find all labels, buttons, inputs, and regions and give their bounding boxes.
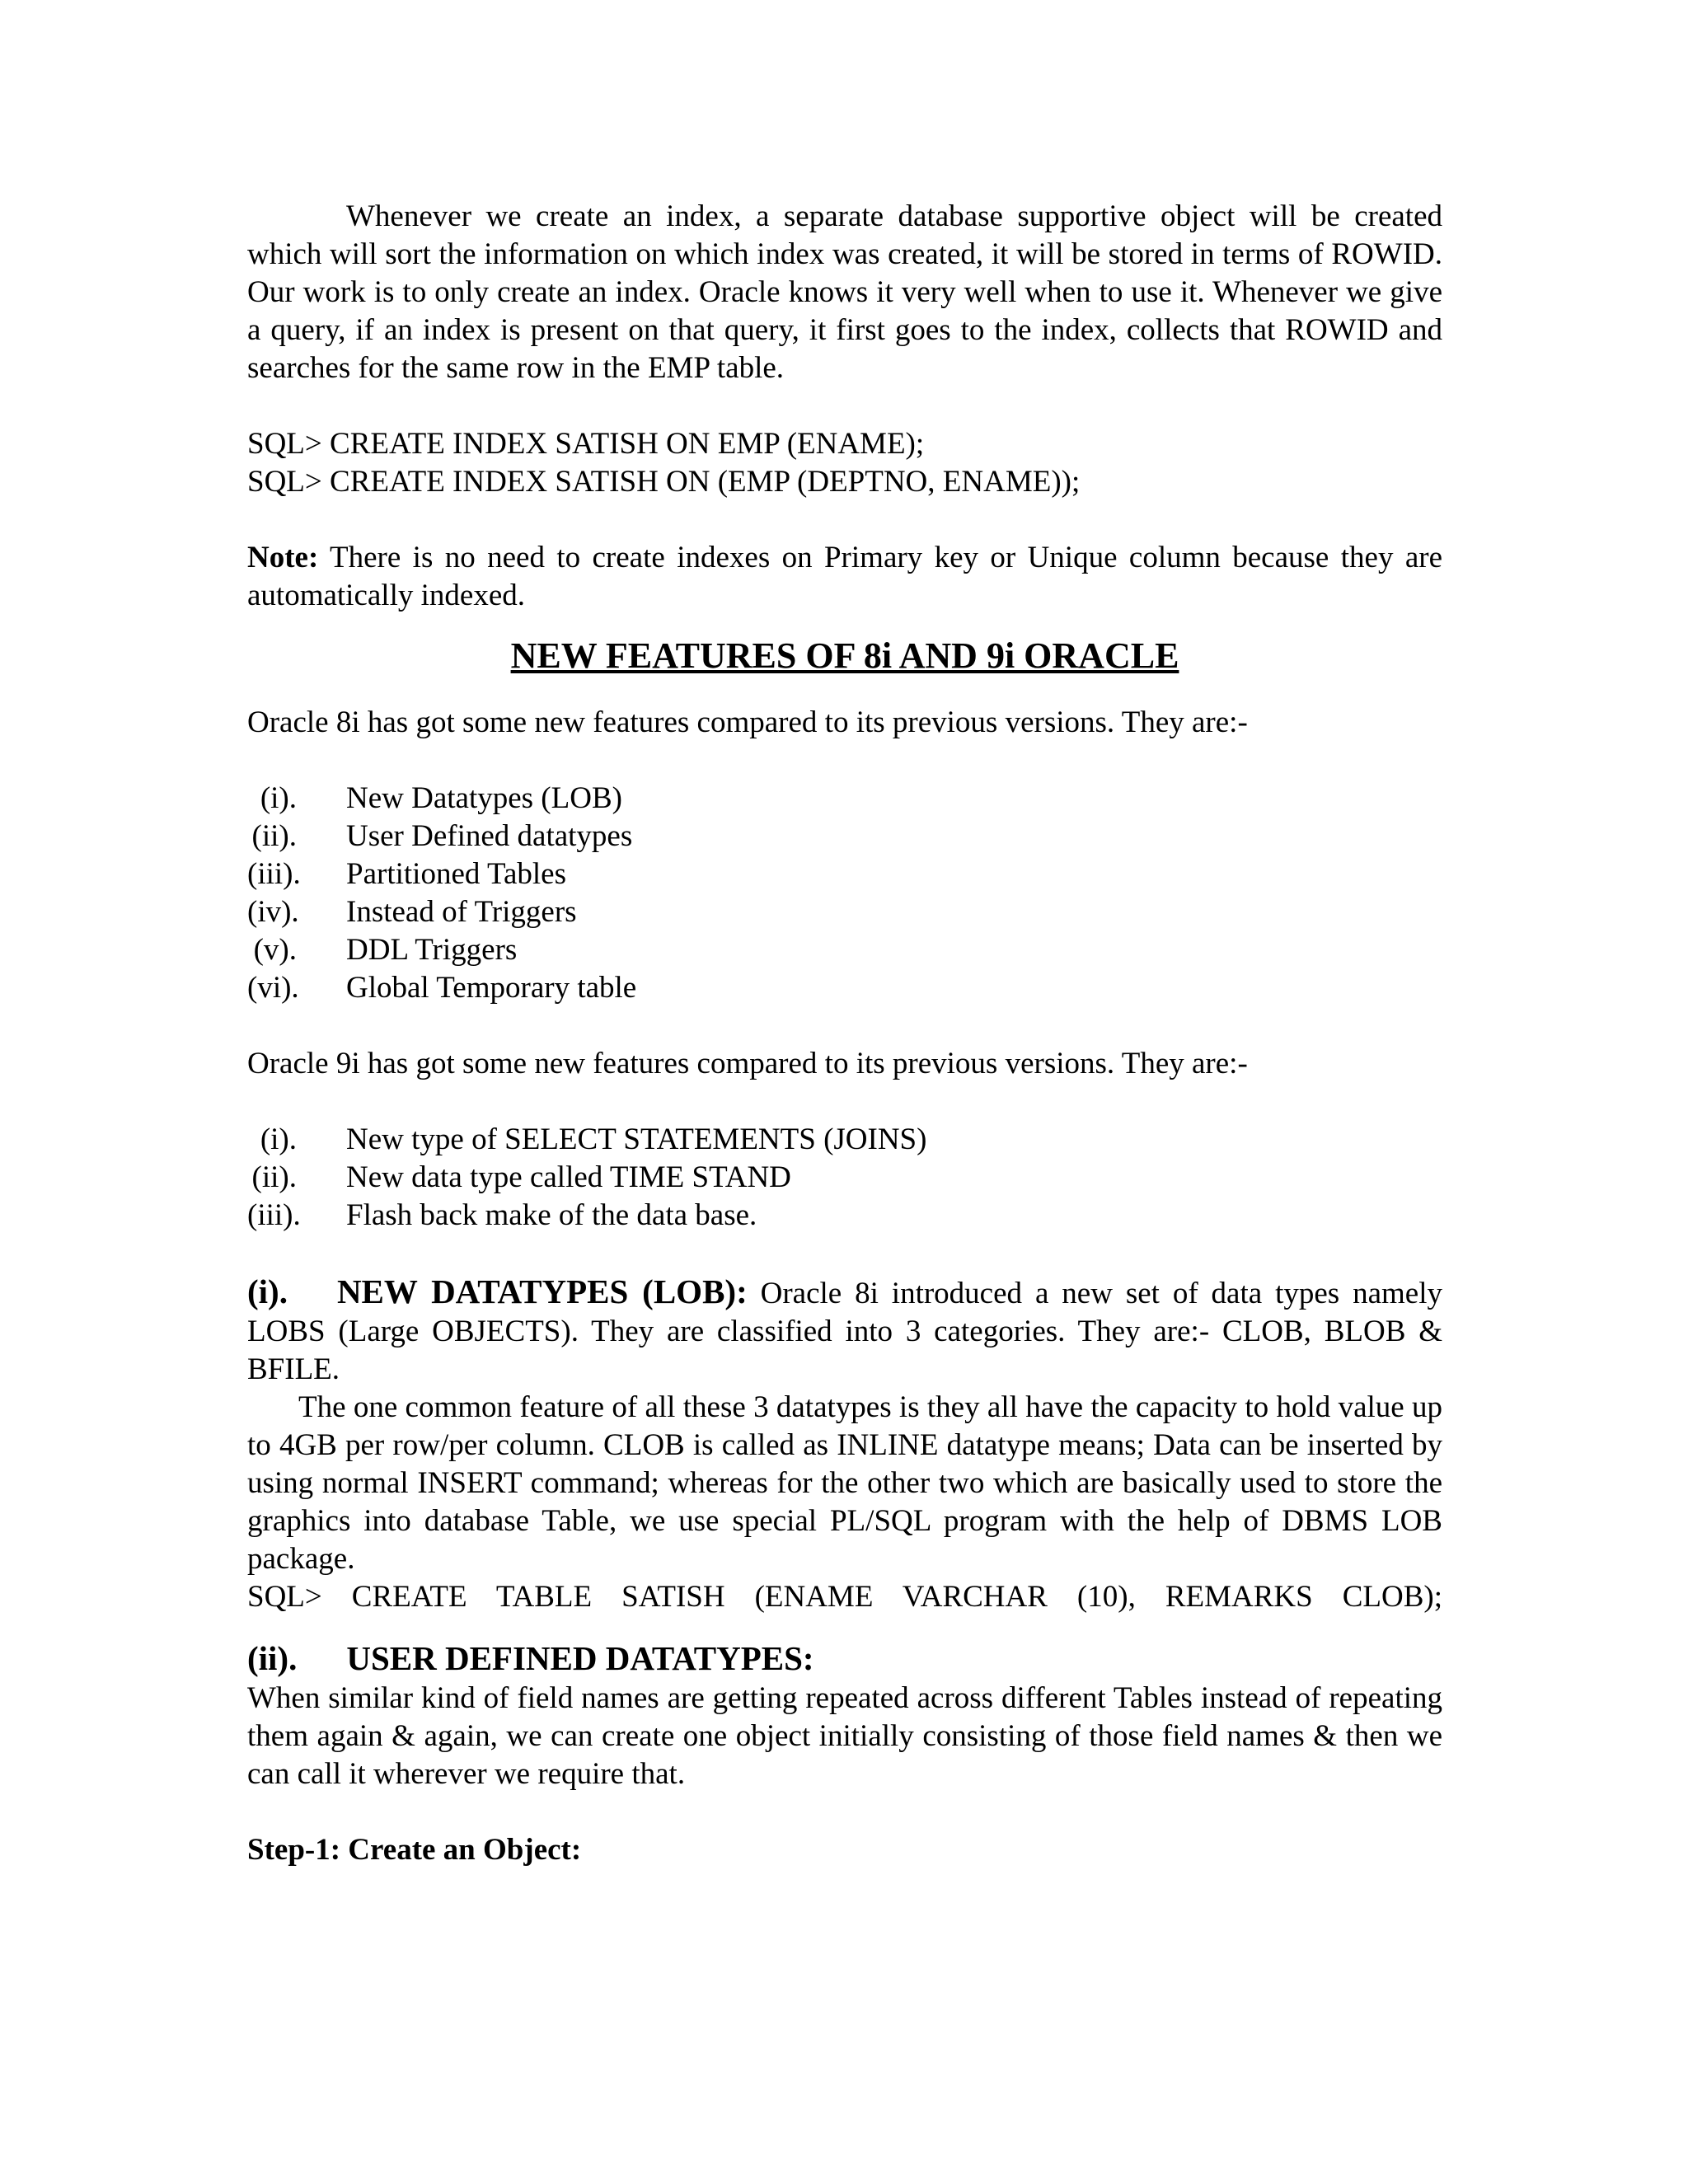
intro-paragraph: Whenever we create an index, a separate database supportive object will be created which will sort the information on which index was created, it will be stored in terms of ROWID. Our work is to only create an index. Oracle knows it very well when to use it. Whenever we give a query, if an index is present on that query, it first goes to the index, collects that ROWID and searches for the same row in the EMP table. — [247, 199, 1442, 385]
udt-section-body: When similar kind of field names are getting repeated across different Tables instead of repeating them again & again, we can create one object initially consisting of those field names & then we can call it wherever we require that. — [247, 1681, 1442, 1791]
oracle9i-intro: Oracle 9i has got some new features compared to its previous versions. They are:- — [247, 1047, 1248, 1080]
list-item — [247, 893, 1442, 931]
list-number: (iii). — [247, 857, 301, 891]
sql-create-index-1: SQL> CREATE INDEX SATISH ON EMP (ENAME); — [247, 427, 925, 461]
udt-section-heading — [247, 1639, 1442, 1680]
lob-section-intro — [247, 1272, 1442, 1389]
step-1-heading: Step-1: Create an Object: — [247, 1833, 582, 1867]
list-item — [247, 1197, 1442, 1235]
sql-create-table: SQL> CREATE TABLE SATISH (ENAME VARCHAR (10), REMARKS CLOB); — [247, 1580, 1442, 1614]
note-label: Note: — [247, 541, 319, 574]
list-item — [247, 969, 1442, 1007]
lob-section-title: NEW DATATYPES (LOB): — [336, 1272, 748, 1310]
lob-section-intro-text: Oracle 8i introduced a new set of data types namely LOBS (Large OBJECTS). They are classified into 3 categories. They are:- CLOB, BLOB & BFILE. — [247, 1277, 1442, 1386]
lob-section-number: (i). — [247, 1272, 288, 1310]
udt-section-title: USER DEFINED DATATYPES: — [346, 1639, 814, 1677]
oracle8i-feature-list — [247, 780, 1442, 1007]
list-text: User Defined datatypes — [346, 819, 633, 853]
oracle8i-intro: Oracle 8i has got some new features compared to its previous versions. They are:- — [247, 705, 1248, 739]
list-number: (iii). — [247, 1198, 301, 1232]
list-text: Partitioned Tables — [346, 857, 566, 891]
page-content — [247, 198, 1442, 1869]
note-text: There is no need to create indexes on Primary key or Unique column because they are automatically indexed. — [247, 541, 1442, 612]
list-item — [247, 1159, 1442, 1197]
list-item — [247, 818, 1442, 855]
udt-section-number: (ii). — [247, 1639, 298, 1677]
list-number: (i). — [260, 781, 297, 815]
list-item — [247, 1121, 1442, 1159]
lob-section-body: The one common feature of all these 3 datatypes is they all have the capacity to hold value up to 4GB per row/per column. CLOB is called as INLINE datatype means; Data can be inserted by using normal INSERT command; whereas for the other two which are basically used to store the graphics into database Table, we use special PL/SQL program with the help of DBMS LOB package. — [247, 1390, 1442, 1576]
list-number: (ii). — [251, 819, 297, 853]
list-number: (vi). — [247, 971, 299, 1005]
list-text: Global Temporary table — [346, 971, 637, 1005]
section-heading: NEW FEATURES OF 8i AND 9i ORACLE — [510, 635, 1179, 676]
list-number: (ii). — [251, 1160, 297, 1194]
list-text: Instead of Triggers — [346, 895, 577, 929]
list-text: DDL Triggers — [346, 933, 518, 967]
list-number: (iv). — [247, 895, 299, 929]
list-item — [247, 931, 1442, 969]
list-number: (i). — [260, 1122, 297, 1156]
oracle9i-feature-list — [247, 1121, 1442, 1235]
list-item — [247, 855, 1442, 893]
list-item — [247, 780, 1442, 818]
list-text: New data type called TIME STAND — [346, 1160, 791, 1194]
list-text: New type of SELECT STATEMENTS (JOINS) — [346, 1122, 927, 1156]
note-paragraph — [247, 539, 1442, 615]
list-text: New Datatypes (LOB) — [346, 781, 622, 815]
list-text: Flash back make of the data base. — [346, 1198, 757, 1232]
list-number: (v). — [253, 933, 297, 967]
sql-create-index-2: SQL> CREATE INDEX SATISH ON (EMP (DEPTNO, ENAME)); — [247, 465, 1081, 499]
